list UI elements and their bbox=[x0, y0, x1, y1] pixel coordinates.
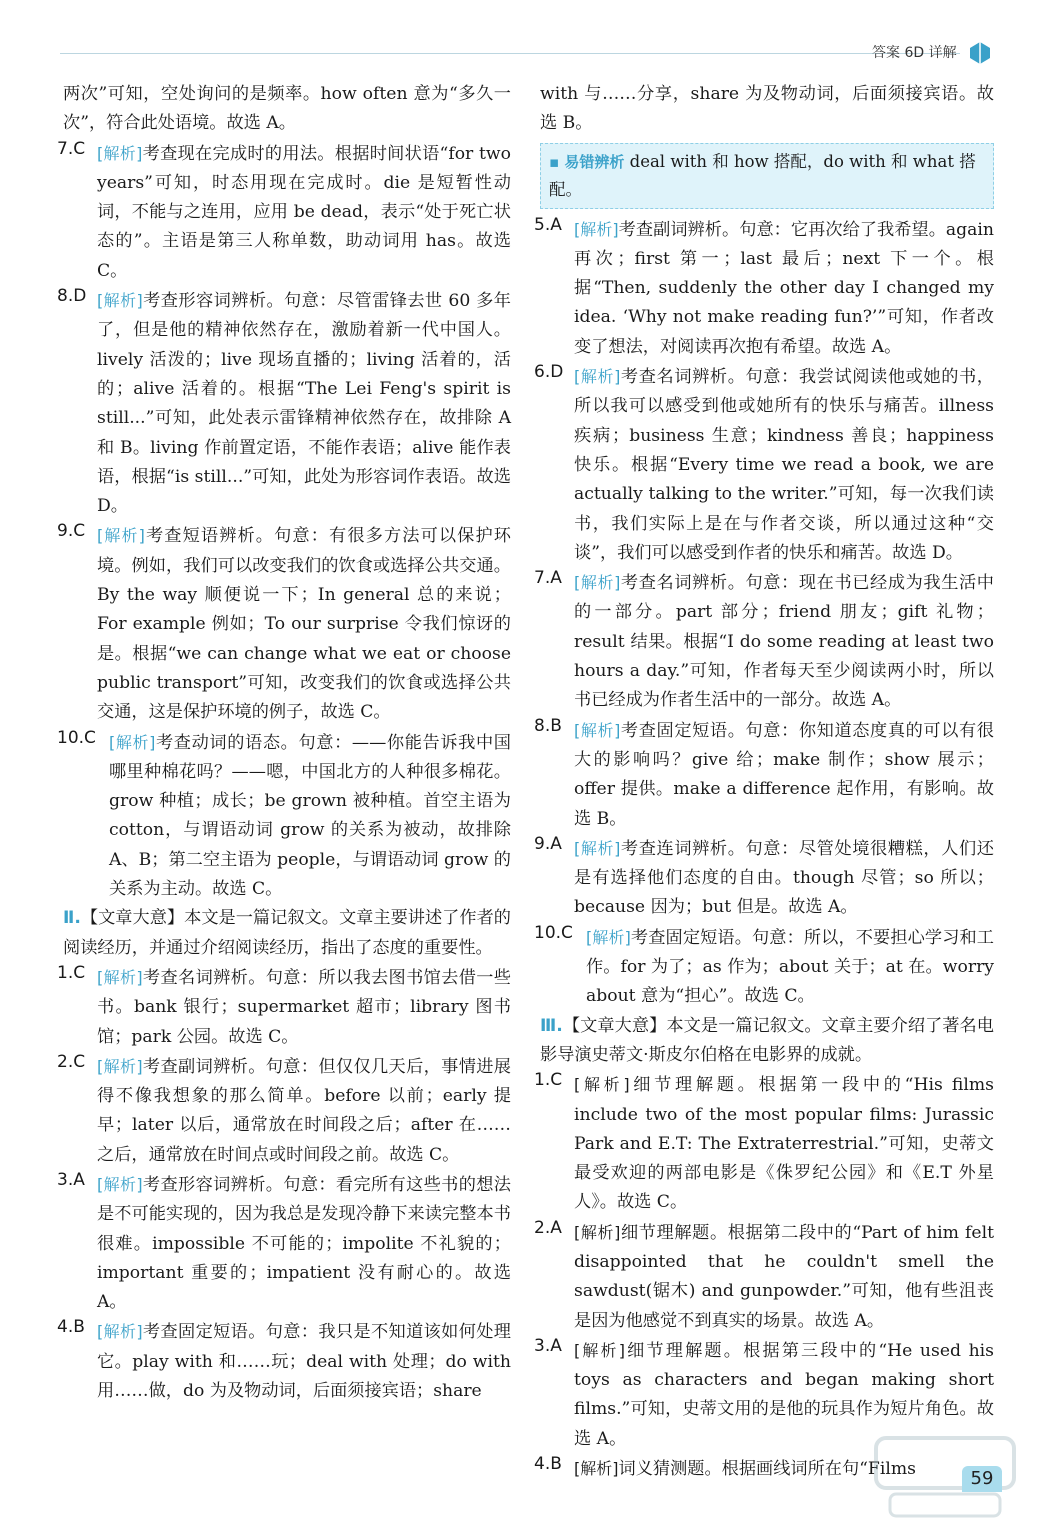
item-number: 3.A bbox=[57, 1169, 85, 1190]
item-text: 考查名词辨析。句意：现在书已经成为我生活中的一部分。part 部分；friend 朋友；gift 礼物；result 结果。根据“I do some reading at least two hours a day.”可知，作者每天至少阅读两小时，所以书已经成为作者生活中的一部分。故选 A。 bbox=[574, 573, 994, 711]
jiexi-tag: 解析 bbox=[103, 1322, 137, 1342]
item-number: 2.A bbox=[534, 1217, 562, 1238]
jiexi-tag: 解析 bbox=[580, 573, 615, 593]
jiexi-tag: 解析 bbox=[103, 143, 137, 163]
item-text: 考查固定短语。句意：你知道态度真的可以有很大的影响吗？give 给；make 制作；show 展示；offer 提供。make a difference 起作用，有影响。故选 B。 bbox=[574, 720, 994, 829]
answer-item: 7.A [解析]考查名词辨析。句意：现在书已经成为我生活中的一部分。part 部分；friend 朋友；gift 礼物；result 结果。根据“I do some reading at least two hours a day.”可知，作者每天至少阅读两小时，所以书已经成为作者生活中的一部分。故选 A。 bbox=[534, 568, 994, 711]
item-number: 2.C bbox=[57, 1051, 86, 1072]
item-text: 考查现在完成时的用法。根据时间状语“for two years”可知，时态用现在完成时。die 是短暂性动词，不能与之连用，应用 be dead，表示“处于死亡状态的”。主语是第三人称单数，助动词用 has。故选 C。 bbox=[97, 143, 511, 281]
tip-text: deal with 和 how 搭配，do with 和 what 搭配。 bbox=[549, 151, 976, 199]
item-number: 1.C bbox=[57, 962, 86, 983]
item-number: 1.C bbox=[534, 1070, 563, 1091]
item-text: 考查形容词辨析。句意：看完所有这些书的想法是不可能实现的，因为我总是发现冷静下来读完整本书很难。impossible 不可能的；impolite 不礼貌的；important 重要的；impatient 没有耐心的。故选 A。 bbox=[97, 1174, 511, 1313]
answer-item: 2.C [解析]考查副词辨析。句意：但仅仅几天后，事情进展得不像我想象的那么简单。before 以前；early 提早；later 以后，通常放在时间段之后；after 在……之后，通常放在时间点或时间段之前。故选 C。 bbox=[57, 1051, 511, 1165]
item-number: 4.B bbox=[57, 1317, 85, 1338]
jiexi-tag: 解析 bbox=[103, 1056, 137, 1076]
answer-item: 5.A [解析]考查副词辨析。句意：它再次给了我希望。again 再次；first 第一；last 最后；next 下一个。根据“Then, suddenly the other day I changed my idea. ‘Why not make reading fun?’”可知，作者改变了想法，对阅读再次抱有希望。故选 A。 bbox=[534, 214, 994, 357]
tip-label: ▪ 易错辨析 bbox=[549, 152, 625, 171]
answer-item: 9.A [解析]考查连词辨析。句意：尽管处境很糟糕，人们还是有选择他们态度的自由。though 尽管；so 所以；because 因为；but 但是。故选 A。 bbox=[534, 833, 994, 918]
jiexi-tag: 解析 bbox=[103, 291, 137, 311]
answer-item: 1.C [解析]考查名词辨析。句意：所以我去图书馆去借一些书。bank 银行；supermarket 超市；library 图书馆；park 公园。故选 C。 bbox=[57, 962, 511, 1047]
jiexi-tag: 解析 bbox=[580, 1075, 624, 1095]
item-text: 考查短语辨析。句意：有很多方法可以保护环境。例如，我们可以改变我们的饮食或选择公共交通。By the way 顺便说一下；In general 总的来说；For example 例如；To our surprise 令我们惊讶的是。根据“we can change what we eat or choose public transport”可知，改变我们的饮食或选择公共交通，这是保护环境的例子，故选 C。 bbox=[97, 526, 511, 723]
section-number: Ⅲ. bbox=[540, 1015, 563, 1036]
item-number: 5.A bbox=[534, 214, 562, 235]
answer-item: 8.D [解析]考查形容词辨析。句意：尽管雷锋去世 60 多年了，但是他的精神依然存在，激励着新一代中国人。lively 活泼的；live 现场直播的；living 活着的，活的；alive 活着的。根据“The Lei Feng's spirit is still...”可知，此处表示雷锋精神依然存在，故排除 A 和 B。living 作前置定语，不能作表语；alive 能作表语，根据“is still...”可知，此处为形容词作表语。故选 D。 bbox=[57, 286, 511, 517]
item-number: 4.B bbox=[534, 1454, 562, 1475]
item-number: 7.C bbox=[57, 138, 86, 159]
left-column bbox=[57, 80, 511, 1406]
answer-item: 10.C [解析]考查固定短语。句意：所以，不要担心学习和工作。for 为了；as 作为；about 关于；at 在。worry about 意为“担心”。故选 C。 bbox=[534, 922, 994, 1007]
jiexi-tag: 解析 bbox=[103, 526, 139, 546]
item-text: 考查副词辨析。句意：但仅仅几天后，事情进展得不像我想象的那么简单。before 以前；early 提早；later 以后，通常放在时间段之后；after 在……之后，通常放在时间点或时间段之前。故选 C。 bbox=[97, 1056, 511, 1165]
item-text: 细节理解题。根据第二段中的“Part of him felt disappointed that he couldn't smell the sawdust(锯木) and gunpowder.”可知，他有些沮丧是因为他感觉不到真实的场景。故选 A。 bbox=[574, 1222, 994, 1331]
answer-item: 8.B [解析]考查固定短语。句意：你知道态度真的可以有很大的影响吗？give 给；make 制作；show 展示；offer 提供。make a difference 起作用，有影响。故选 B。 bbox=[534, 715, 994, 829]
item-text: 考查形容词辨析。句意：尽管雷锋去世 60 多年了，但是他的精神依然存在，激励着新一代中国人。lively 活泼的；live 现场直播的；living 活着的，活的；alive 活着的。根据“The Lei Feng's spirit is still...”可知，此处表示雷锋精神依然存在，故排除 A 和 B。living 作前置定语，不能作表语；alive 能作表语，根据“is still...”可知，此处为形容词作表语。故选 D。 bbox=[97, 291, 511, 517]
item-number: 9.A bbox=[534, 833, 562, 854]
answer-item: 4.B [解析]考查固定短语。句意：我只是不知道该如何处理它。play with 和……玩；deal with 处理；do with 用……做，do 为及物动词，后面须接宾语；share bbox=[57, 1317, 511, 1402]
jiexi-tag: 解析 bbox=[580, 219, 613, 239]
answer-item: 7.C [解析]考查现在完成时的用法。根据时间状语“for two years”可知，时态用现在完成时。die 是短暂性动词，不能与之连用，应用 be dead，表示“处于死亡状态的”。主语是第三人称单数，助动词用 has。故选 C。 bbox=[57, 138, 511, 281]
jiexi-tag: 解析 bbox=[580, 1222, 615, 1242]
jiexi-tag: 解析 bbox=[103, 967, 137, 987]
answer-item: 6.D [解析]考查名词辨析。句意：我尝试阅读他或她的书，所以我可以感受到他或她所有的快乐与痛苦。illness 疾病；business 生意；kindness 善良；happiness 快乐。根据“Every time we read a book, we are actually talking to the writer.”可知，每一次我们读书，我们实际上是在与作者交谈，所以通过这种“交谈”，我们可以感受到作者的快乐和痛苦。故选 D。 bbox=[534, 362, 994, 563]
item-text: 考查固定短语。句意：所以，不要担心学习和工作。for 为了；as 作为；about 关于；at 在。worry about 意为“担心”。故选 C。 bbox=[586, 927, 994, 1007]
answer-item: 10.C [解析]考查动词的语态。句意：——你能告诉我中国哪里种棉花吗？——嗯，中国北方的人种很多棉花。grow 种植；成长；be grown 被种植。首空主语为 cotton，与谓语动词 grow 的关系为被动，故排除 A、B；第二空主语为 people，与谓语动词 grow 的关系为主动。故选 C。 bbox=[57, 727, 511, 900]
jiexi-tag: 解析 bbox=[103, 1174, 137, 1194]
book-icon bbox=[966, 38, 994, 66]
right-column bbox=[534, 80, 994, 1484]
jiexi-tag: 解析 bbox=[592, 927, 625, 947]
answer-item: 1.C [解析]细节理解题。根据第一段中的“His films include two of the most popular films: Jurassic Park and E.T: The Extraterrestrial.”可知，史蒂文最受欢迎的两部电影是《侏罗纪公园》和《E.T 外星人》。故选 C。 bbox=[534, 1070, 994, 1213]
right-continuation: with 与……分享，share 为及物动词，后面须接宾语。故选 B。 bbox=[540, 84, 994, 134]
answer-item: 3.A [解析]细节理解题。根据第三段中的“He used his toys as characters and began making short films.”可知，史蒂文用的是他的玩具作为短片角色。故选 A。 bbox=[534, 1335, 994, 1449]
answer-item: 9.C [解析]考查短语辨析。句意：有很多方法可以保护环境。例如，我们可以改变我们的饮食或选择公共交通。By the way 顺便说一下；In general 总的来说；For example 例如；To our surprise 令我们惊讶的是。根据“we can change what we eat or choose public transport”可知，改变我们的饮食或选择公共交通，这是保护环境的例子，故选 C。 bbox=[57, 521, 511, 723]
item-text: 考查连词辨析。句意：尽管处境很糟糕，人们还是有选择他们态度的自由。though 尽管；so 所以；because 因为；but 但是。故选 A。 bbox=[574, 838, 994, 918]
item-text: 考查动词的语态。句意：——你能告诉我中国哪里种棉花吗？——嗯，中国北方的人种很多棉花。grow 种植；成长；be grown 被种植。首空主语为 cotton，与谓语动词 grow 的关系为被动，故排除 A、B；第二空主语为 people，与谓语动词 grow 的关系为主动。故选 C。 bbox=[109, 732, 511, 900]
answer-item: 4.B [解析]词义猜测题。根据画线词所在句“Films bbox=[534, 1454, 916, 1480]
item-text: 考查名词辨析。句意：所以我去图书馆去借一些书。bank 银行；supermarket 超市；library 图书馆；park 公园。故选 C。 bbox=[97, 967, 511, 1047]
jiexi-tag: 解析 bbox=[580, 367, 615, 387]
jiexi-tag: 解析 bbox=[580, 1459, 613, 1479]
item-number: 9.C bbox=[57, 521, 86, 542]
answer-item: 3.A [解析]考查形容词辨析。句意：看完所有这些书的想法是不可能实现的，因为我总是发现冷静下来读完整本书很难。impossible 不可能的；impolite 不礼貌的；important 重要的；impatient 没有耐心的。故选 A。 bbox=[57, 1169, 511, 1313]
jiexi-tag: 解析 bbox=[115, 732, 150, 752]
item-text: 词义猜测题。根据画线词所在句“Films bbox=[618, 1459, 916, 1480]
section-number: Ⅱ. bbox=[63, 908, 81, 929]
answer-item: 2.A [解析]细节理解题。根据第二段中的“Part of him felt disappointed that he couldn't smell the sawdust(锯木) and gunpowder.”可知，他有些沮丧是因为他感觉不到真实的场景。故选 A。 bbox=[534, 1217, 994, 1331]
section-summary: Ⅲ.【文章大意】本文是一篇记叙文。文章主要介绍了著名电影导演史蒂文·斯皮尔伯格在电影界的成就。 bbox=[540, 1015, 994, 1065]
left-continuation: 两次”可知，空处询问的是频率。how often 意为“多久一次”，符合此处语境。故选 A。 bbox=[63, 84, 511, 134]
item-text: 考查名词辨析。句意：我尝试阅读他或她的书，所以我可以感受到他或她所有的快乐与痛苦。illness 疾病；business 生意；kindness 善良；happiness 快乐。根据“Every time we read a book, we are actually talking to the writer.”可知，每一次我们读书，我们实际上是在与作者交谈，所以通过这种“交谈”，我们可以感受到作者的快乐和痛苦。故选 D。 bbox=[574, 367, 994, 563]
item-number: 3.A bbox=[534, 1335, 562, 1356]
tip-box bbox=[540, 143, 994, 209]
item-number: 8.B bbox=[534, 715, 562, 736]
item-text: 考查副词辨析。句意：它再次给了我希望。again 再次；first 第一；last 最后；next 下一个。根据“Then, suddenly the other day I changed my idea. ‘Why not make reading fun?’”可知，作者改变了想法，对阅读再次抱有希望。故选 A。 bbox=[574, 219, 994, 357]
item-number: 10.C bbox=[57, 727, 96, 748]
item-number: 10.C bbox=[534, 922, 573, 943]
item-text: 细节理解题。根据第三段中的“He used his toys as characters and began making short films.”可知，史蒂文用的是他的玩具作为短片角色。故选 A。 bbox=[574, 1340, 994, 1449]
section-summary: Ⅱ.【文章大意】本文是一篇记叙文。文章主要讲述了作者的阅读经历，并通过介绍阅读经历，指出了态度的重要性。 bbox=[63, 908, 511, 958]
page-number: 59 bbox=[962, 1466, 1002, 1492]
header-rule bbox=[60, 53, 960, 54]
item-number: 6.D bbox=[534, 362, 564, 383]
item-number: 7.A bbox=[534, 568, 562, 589]
item-text: 细节理解题。根据第一段中的“His films include two of the most popular films: Jurassic Park and E.T: The Extraterrestrial.”可知，史蒂文最受欢迎的两部电影是《侏罗纪公园》和《E.T 外星人》。故选 C。 bbox=[574, 1075, 994, 1213]
jiexi-tag: 解析 bbox=[580, 720, 615, 740]
item-text: 考查固定短语。句意：我只是不知道该如何处理它。play with 和……玩；deal with 处理；do with 用……做，do 为及物动词，后面须接宾语；share bbox=[97, 1322, 511, 1402]
jiexi-tag: 解析 bbox=[580, 1340, 619, 1360]
header-title: 答案 6D 详解 bbox=[872, 45, 957, 61]
item-number: 8.D bbox=[57, 286, 87, 307]
jiexi-tag: 解析 bbox=[580, 838, 615, 858]
